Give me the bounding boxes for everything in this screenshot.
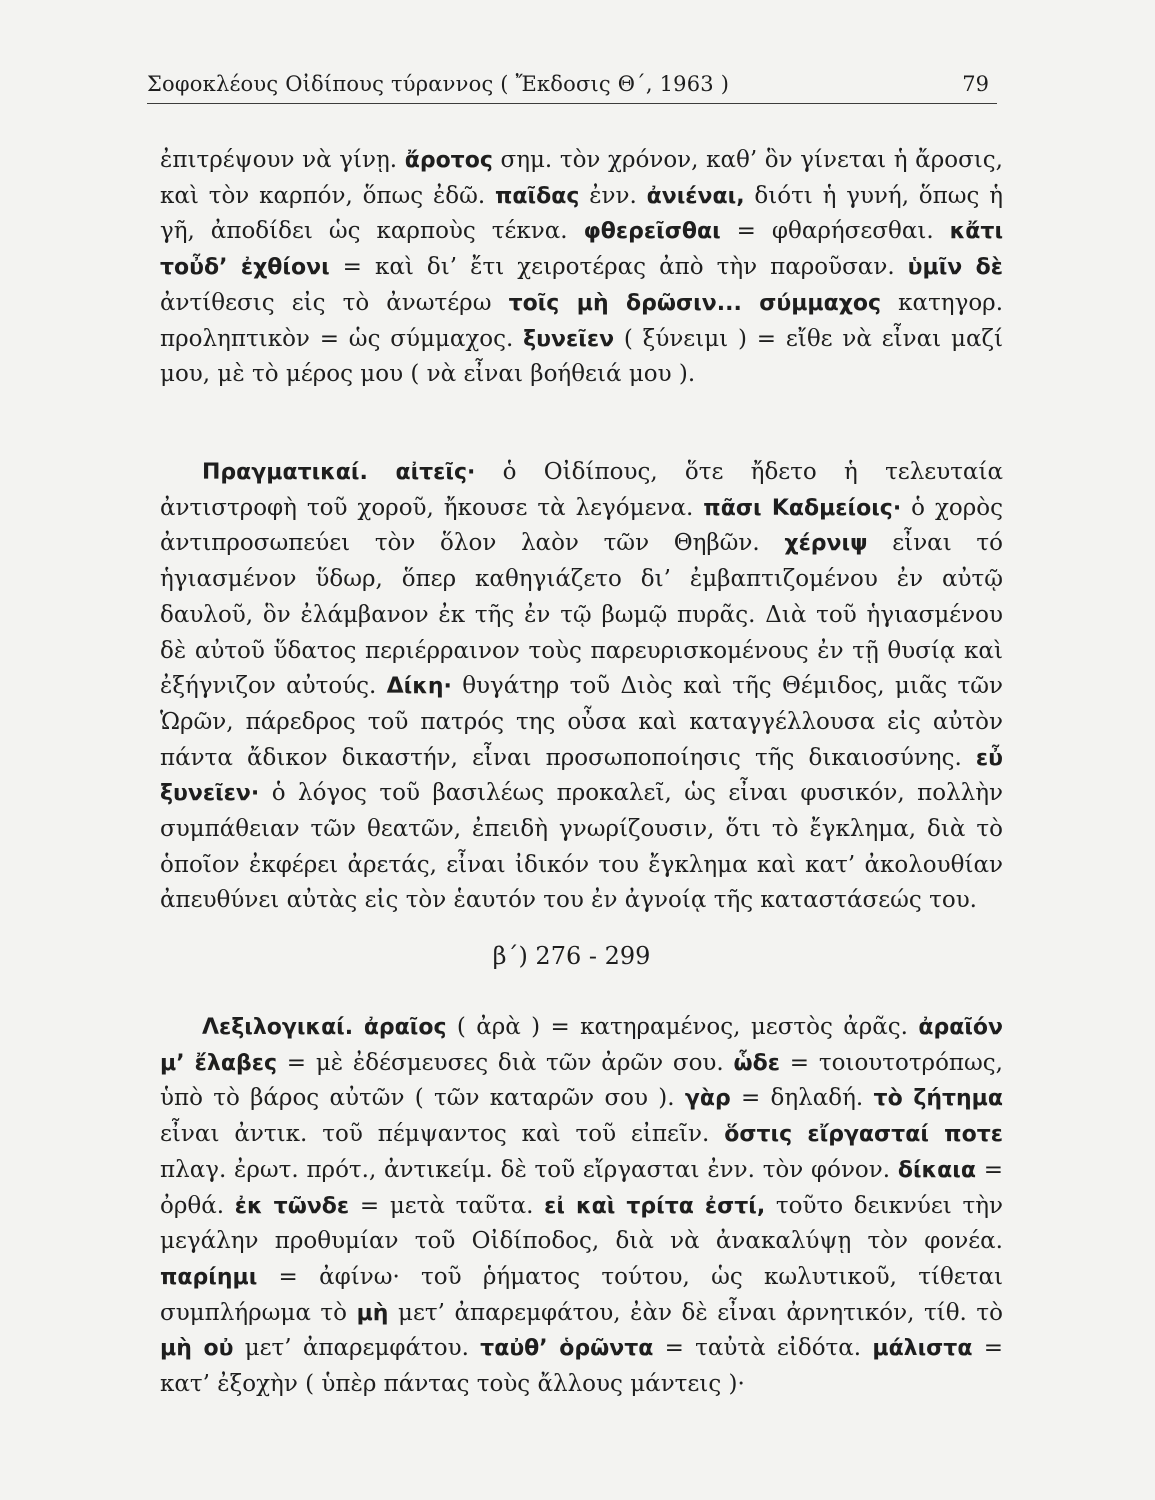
page-number: 79 bbox=[962, 72, 989, 96]
text-run: μετ’ ἀπαρεμφάτου. bbox=[233, 1335, 481, 1362]
term-bold: ὧδε bbox=[733, 1050, 780, 1076]
section-label-bold: Λεξιλογικαί. ἀραῖος bbox=[202, 1015, 447, 1040]
term-bold: ἀραῖόν μ’ ἔλαβες bbox=[160, 1015, 1003, 1076]
term-bold: ἐκ τῶνδε bbox=[234, 1193, 350, 1219]
text-run: κατηγορ. προληπτικὸν = ὡς σύμμαχος. bbox=[160, 289, 1004, 352]
section-heading bbox=[0, 942, 1155, 970]
running-header bbox=[147, 72, 993, 102]
term-bold: μάλιστα bbox=[872, 1336, 973, 1362]
text-run: ἐπιτρέψουν νὰ γίνῃ. bbox=[160, 147, 405, 173]
term-bold: εὖ ξυνεῖεν· bbox=[160, 745, 1003, 807]
term-bold: παρίημι bbox=[160, 1264, 258, 1290]
text-run: σημ. τὸν χρόνον, καθ’ ὃν γίνεται ἡ ἄροσις, καὶ τὸν καρπόν, ὅπως ἐδῶ. bbox=[160, 147, 1003, 209]
text-run: = τοιουτοτρόπως, ὑπὸ τὸ βάρος αὐτῶν ( τῶν καταρῶν σου ). bbox=[160, 1049, 1003, 1112]
term-bold: ἀνιέναι, bbox=[646, 183, 745, 209]
text-run: πλαγ. ἐρωτ. πρότ., ἀντικείμ. δὲ τοῦ εἴργασται ἐνν. τὸν φόνον. bbox=[160, 1156, 898, 1183]
term-bold: Δίκη· bbox=[386, 674, 452, 700]
term-bold: γὰρ bbox=[684, 1086, 731, 1112]
text-run: διότι ἡ γυνή, ὅπως ἡ γῆ, ἀποδίδει ὡς καρποὺς τέκνα. bbox=[160, 182, 1003, 245]
term-bold: μὴ οὐ bbox=[160, 1336, 234, 1362]
text-run: τοῦτο δεικνύει τὴν μεγάλην προθυμίαν τοῦ Οἰδίποδος, διὰ νὰ ἀνακαλύψῃ τὸν φονέα. bbox=[160, 1192, 1003, 1255]
header-title: Σοφοκλέους Οἰδίπους τύραννος ( Ἔκδοσις Θ΄, 1963 ) bbox=[147, 72, 730, 96]
text-run: ἐνν. bbox=[579, 182, 647, 209]
term-bold: ἄροτος bbox=[404, 148, 493, 173]
text-run: = ταὐτὰ εἰδότα. bbox=[653, 1335, 873, 1362]
text-run: = ἀφίνω· τοῦ ῥήματος τούτου, ὡς κωλυτικοῦ, τίθεται συμπλήρωμα τὸ bbox=[160, 1263, 1003, 1326]
term-bold: παῖδας bbox=[495, 183, 580, 209]
text-run: ( ξύνειμι ) = εἴθε νὰ εἶναι μαζί μου, μὲ τὸ μέρος μου ( νὰ εἶναι βοήθειά μου ). bbox=[160, 325, 1003, 388]
term-bold: μὴ bbox=[356, 1300, 389, 1326]
text-run: ὁ λόγος τοῦ βασιλέως προκαλεῖ, ὡς εἶναι φυσικόν, πολλὴν συμπάθειαν τῶν θεατῶν, ἐπειδὴ γνωρίζουσιν, ὅτι τὸ ἔγκλημα, διὰ τὸ ὁποῖον ἐκφέρει ἀρετάς, εἶναι ἰδικόν του ἔγκλημα καὶ κατ’ ἀκολουθίαν ἀπευθύνει αὐτὰς εἰς τὸν ἑαυτόν του ἐν ἀγνοίᾳ τῆς καταστάσεώς του. bbox=[160, 780, 1003, 914]
text-run: = δηλαδή. bbox=[730, 1085, 874, 1112]
text-run: ἀντίθεσις εἰς τὸ ἀνωτέρω bbox=[160, 289, 509, 316]
term-bold: τὸ ζήτημα bbox=[873, 1086, 1003, 1112]
term-bold: τοῖς μὴ δρῶσιν... σύμμαχος bbox=[508, 290, 882, 316]
text-run: εἶναι ἀντικ. τοῦ πέμψαντος καὶ τοῦ εἰπεῖν. bbox=[160, 1121, 725, 1148]
text-run: = φθαρήσεσθαι. bbox=[720, 218, 950, 245]
section-label-bold: Πραγματικαί. αἰτεῖς· bbox=[202, 460, 476, 485]
text-run: μετ’ ἀπαρεμφάτου, ἐὰν δὲ εἶναι ἀρνητικόν, τίθ. τὸ bbox=[388, 1299, 1003, 1326]
paragraph-lexilogikai bbox=[160, 1010, 1003, 1403]
text-run: = ὀρθά. bbox=[160, 1156, 1003, 1219]
section-heading-text: β΄) 276 - 299 bbox=[492, 942, 651, 970]
term-bold: ξυνεῖεν bbox=[523, 326, 615, 352]
text-run: θυγάτηρ τοῦ Διὸς καὶ τῆς Θέμιδος, μιᾶς τῶν Ὡρῶν, πάρεδρος τοῦ πατρός της οὖσα καὶ καταγγέλλουσα εἰς αὐτὸν πάντα ἄδικον δικαστήν, εἶναι προσωποποίησις τῆς δικαιοσύνης. bbox=[160, 673, 1003, 771]
term-bold: κἄτι τοὖδ’ ἐχθίονι bbox=[160, 219, 1004, 281]
term-bold: χέρνιψ bbox=[784, 531, 868, 557]
term-bold: ταὐθ’ ὁρῶντα bbox=[480, 1336, 654, 1362]
text-run: = μετὰ ταῦτα. bbox=[349, 1192, 545, 1219]
text-run: = μὲ ἐδέσμευσες διὰ τῶν ἀρῶν σου. bbox=[277, 1049, 734, 1076]
text-run: εἶναι τό ἡγιασμένον ὕδωρ, ὅπερ καθηγιάζετο δι’ ἐμβαπτιζομένου ἐν αὐτῷ δαυλοῦ, ὃν ἐλάμβανον ἐκ τῆς ἐν τῷ βωμῷ πυρᾶς. Διὰ τοῦ ἡγιασμένου δὲ αὐτοῦ ὕδατος περιέρραινον τοὺς παρευρισκομένους ἐν τῇ θυσίᾳ καὶ ἐξήγνιζον αὐτούς. bbox=[160, 530, 1003, 700]
text-run: ὁ Οἰδίπους, ὅτε ἤδετο ἡ τελευταία ἀντιστροφὴ τοῦ χοροῦ, ἤκουσε τὰ λεγόμενα. bbox=[160, 459, 1004, 521]
text-run: = κατ’ ἐξοχὴν ( ὑπὲρ πάντας τοὺς ἄλλους μάντεις )· bbox=[160, 1335, 1003, 1398]
text-run: = καὶ δι’ ἔτι χειροτέρας ἀπὸ τὴν παροῦσαν. bbox=[329, 254, 908, 281]
paragraph-pragmatikai bbox=[160, 455, 1003, 919]
term-bold: πᾶσι Καδμείοις· bbox=[703, 495, 902, 521]
term-bold: φθερεῖσθαι bbox=[583, 219, 721, 245]
header-rule bbox=[147, 103, 997, 104]
term-bold: ὑμῖν δὲ bbox=[907, 255, 1004, 281]
text-run: ( ἀρὰ ) = κατηραμένος, μεστὸς ἀρᾶς. bbox=[446, 1014, 919, 1040]
term-bold: δίκαια bbox=[897, 1157, 976, 1183]
term-bold: εἰ καὶ τρίτα ἐστί, bbox=[544, 1193, 766, 1219]
text-run: ὁ χορὸς ἀντιπροσωπεύει τὸν ὅλον λαὸν τῶν Θηβῶν. bbox=[160, 494, 1003, 557]
paragraph-glossary-continued bbox=[160, 143, 1003, 393]
term-bold: ὅστις εἴργασταί ποτε bbox=[724, 1122, 1003, 1148]
